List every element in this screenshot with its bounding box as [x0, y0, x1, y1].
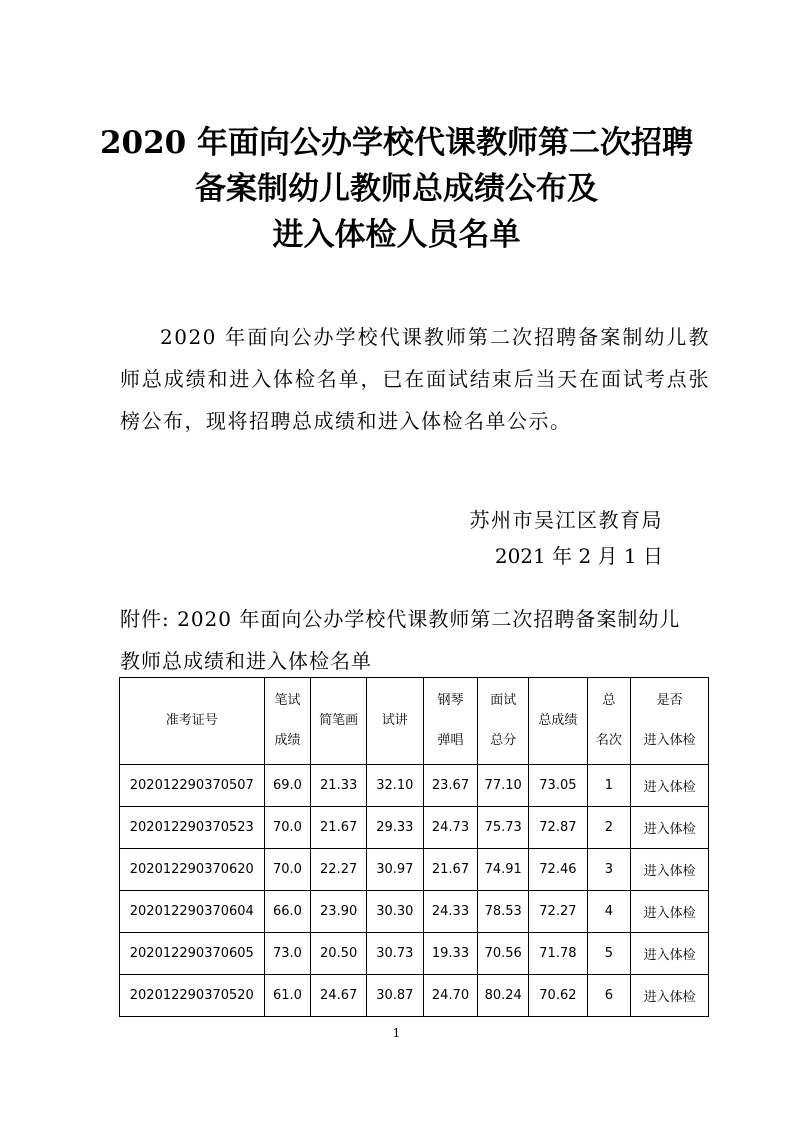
cell-interview: 80.24 [478, 975, 529, 1017]
title-line-2: 备案制幼儿教师总成绩公布及 [195, 171, 598, 207]
table-row [120, 807, 709, 849]
cell-lecture: 30.73 [366, 933, 423, 975]
table-row [120, 891, 709, 933]
cell-drawing: 20.50 [311, 933, 367, 975]
body-paragraph-text: 2020 年面向公办学校代课教师第二次招聘备案制幼儿教师总成绩和进入体检名单，已在面试结束后当天在面试考点张榜公布，现将招聘总成绩和进入体检名单公示。 [120, 325, 710, 433]
header-interview-line-2: 总分 [490, 733, 517, 748]
page-number: 1 [392, 1026, 401, 1040]
cell-lecture: 29.33 [366, 807, 423, 849]
header-written-line-1: 笔试 [274, 693, 301, 708]
cell-piano: 24.73 [423, 807, 478, 849]
cell-written: 66.0 [264, 891, 311, 933]
cell-interview: 77.10 [478, 765, 529, 807]
cell-id: 202012290370605 [120, 933, 265, 975]
signature-block [470, 502, 664, 574]
cell-piano: 24.70 [423, 975, 478, 1017]
cell-total: 72.46 [529, 849, 588, 891]
header-drawing [311, 678, 367, 765]
cell-lecture: 30.97 [366, 849, 423, 891]
cell-status: 进入体检 [631, 807, 709, 849]
cell-rank: 2 [587, 807, 630, 849]
score-table-body [120, 765, 709, 1017]
cell-lecture: 30.30 [366, 891, 423, 933]
header-interview-line-1: 面试 [490, 693, 517, 708]
cell-status: 进入体检 [631, 933, 709, 975]
cell-piano: 21.67 [423, 849, 478, 891]
cell-rank: 5 [587, 933, 630, 975]
header-id [120, 678, 265, 765]
header-total-label: 总成绩 [538, 713, 578, 728]
body-paragraph [120, 316, 710, 442]
cell-status: 进入体检 [631, 849, 709, 891]
cell-interview: 78.53 [478, 891, 529, 933]
cell-id: 202012290370507 [120, 765, 265, 807]
cell-rank: 4 [587, 891, 630, 933]
score-table-header [120, 678, 709, 765]
cell-drawing: 24.67 [311, 975, 367, 1017]
header-rank-line-1: 总 [602, 693, 616, 708]
header-total [529, 678, 588, 765]
title-line-1: 2020 年面向公办学校代课教师第二次招聘 [99, 125, 694, 161]
header-written [264, 678, 311, 765]
signature-date: 2021 年 2 月 1 日 [494, 544, 663, 568]
cell-written: 70.0 [264, 807, 311, 849]
cell-rank: 6 [587, 975, 630, 1017]
header-exam-line-1: 是否 [656, 693, 683, 708]
cell-written: 61.0 [264, 975, 311, 1017]
cell-written: 73.0 [264, 933, 311, 975]
cell-id: 202012290370520 [120, 975, 265, 1017]
header-piano [423, 678, 478, 765]
cell-written: 69.0 [264, 765, 311, 807]
header-interview [478, 678, 529, 765]
cell-drawing: 21.67 [311, 807, 367, 849]
cell-lecture: 30.87 [366, 975, 423, 1017]
header-row [120, 678, 709, 765]
cell-rank: 1 [587, 765, 630, 807]
header-piano-line-1: 钢琴 [437, 693, 464, 708]
cell-status: 进入体检 [631, 765, 709, 807]
title-line-3: 进入体检人员名单 [272, 217, 521, 253]
cell-drawing: 23.90 [311, 891, 367, 933]
cell-written: 70.0 [264, 849, 311, 891]
header-rank [587, 678, 630, 765]
cell-status: 进入体检 [631, 891, 709, 933]
cell-lecture: 32.10 [366, 765, 423, 807]
header-exam [631, 678, 709, 765]
header-lecture [366, 678, 423, 765]
cell-drawing: 21.33 [311, 765, 367, 807]
cell-interview: 74.91 [478, 849, 529, 891]
table-row [120, 765, 709, 807]
cell-total: 72.87 [529, 807, 588, 849]
header-id-label: 准考证号 [165, 713, 218, 728]
header-rank-line-2: 名次 [595, 733, 622, 748]
cell-id: 202012290370523 [120, 807, 265, 849]
header-piano-line-2: 弹唱 [437, 733, 464, 748]
cell-interview: 75.73 [478, 807, 529, 849]
cell-piano: 19.33 [423, 933, 478, 975]
cell-status: 进入体检 [631, 975, 709, 1017]
cell-id: 202012290370620 [120, 849, 265, 891]
document-title [60, 120, 733, 258]
table-row [120, 933, 709, 975]
cell-total: 70.62 [529, 975, 588, 1017]
cell-interview: 70.56 [478, 933, 529, 975]
table-row [120, 975, 709, 1017]
cell-rank: 3 [587, 849, 630, 891]
cell-drawing: 22.27 [311, 849, 367, 891]
score-table [119, 677, 709, 1017]
cell-piano: 23.67 [423, 765, 478, 807]
header-lecture-label: 试讲 [381, 713, 408, 728]
table-row [120, 849, 709, 891]
header-exam-line-2: 进入体检 [643, 733, 696, 748]
signature-organization: 苏州市吴江区教育局 [469, 508, 663, 532]
cell-id: 202012290370604 [120, 891, 265, 933]
attachment-note [120, 598, 710, 682]
cell-total: 73.05 [529, 765, 588, 807]
attachment-line-2: 教师总成绩和进入体检名单 [120, 649, 372, 673]
cell-total: 72.27 [529, 891, 588, 933]
header-written-line-2: 成绩 [274, 733, 301, 748]
cell-piano: 24.33 [423, 891, 478, 933]
attachment-line-1: 附件: 2020 年面向公办学校代课教师第二次招聘备案制幼儿 [120, 607, 681, 631]
cell-total: 71.78 [529, 933, 588, 975]
header-drawing-label: 简笔画 [319, 713, 359, 728]
